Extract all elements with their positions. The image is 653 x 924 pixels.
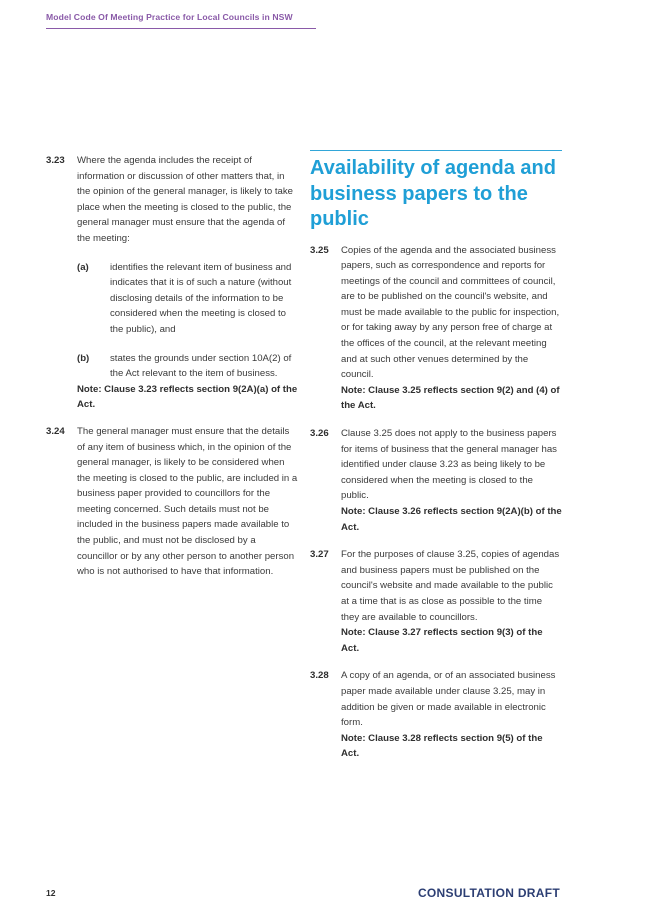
clause-note: Note: Clause 3.28 reflects section 9(5) of the Act.	[341, 732, 543, 760]
header-divider	[46, 28, 316, 29]
item-text: states the grounds under section 10A(2) of the Act relevant to the item of business.	[110, 352, 292, 380]
clause-number: 3.26	[310, 428, 329, 440]
clause-text: For the purposes of clause 3.25, copies of agendas and business papers must be published on the council's website and made available to the public at a time that is as close as possible to the time they are available to councillors.	[341, 549, 560, 623]
clause-note: Note: Clause 3.25 reflects section 9(2) and (4) of the Act.	[341, 384, 560, 412]
clause-3-23	[46, 153, 298, 413]
clause-note: Note: Clause 3.27 reflects section 9(3) of the Act.	[341, 627, 543, 654]
clause-3-27	[310, 547, 562, 656]
left-column	[46, 153, 298, 591]
item-label: (b)	[77, 352, 90, 364]
clause-3-28	[310, 668, 562, 762]
clause-item-b	[77, 351, 298, 382]
clause-text: The general manager must ensure that the details of any item of business which, in the opinion of the general manager, is likely to be considered when the meeting is closed to the public, are included in a business paper provided to councillors for the meeting concerned. Such details must not be included in the business papers made available to the public, and must not be disclosed by a councillor or by any other person to another person who is not authorised to have that information.	[77, 425, 298, 578]
clause-text: Copies of the agenda and the associated business papers, such as correspondence and reports for meetings of the council and committees of council, are to be published on the council's website, and must be made available to the public for inspection, or for taking away by any person free of charge at the offices of the council, at the relevant meeting and at such other venues determined by the council.	[341, 244, 560, 381]
clause-3-26	[310, 426, 562, 535]
clause-number: 3.27	[310, 549, 329, 561]
item-text: identifies the relevant item of business and indicates that it is of such a nature (without disclosing details of the information to be considered when the meeting is closed to the public), and	[110, 261, 292, 335]
page-number: 12	[46, 888, 56, 898]
clause-text: Where the agenda includes the receipt of information or discussion of other matters that, in the opinion of the general manager, is likely to take place when the meeting is closed to the public, the general manager must ensure that the agenda of the meeting:	[77, 155, 293, 244]
clause-number: 3.28	[310, 670, 329, 682]
draft-label: CONSULTATION DRAFT	[417, 886, 560, 900]
clause-number: 3.23	[46, 155, 65, 166]
clause-number: 3.25	[310, 244, 329, 256]
clause-number: 3.24	[46, 425, 65, 437]
clause-3-24	[46, 424, 298, 580]
clause-note: Note: Clause 3.23 reflects section 9(2A)(a) of the Act.	[77, 383, 298, 411]
clause-note: Note: Clause 3.26 reflects section 9(2A)(b) of the Act.	[341, 506, 562, 533]
clause-item-a	[77, 260, 298, 338]
document-title: Model Code Of Meeting Practice for Local Councils in NSW	[46, 12, 293, 22]
clause-text: Clause 3.25 does not apply to the business papers for items of business that the general manager has identified under clause 3.23 as being likely to be considered when the meeting is closed to the public.	[341, 428, 557, 502]
right-column	[310, 150, 562, 774]
section-heading: Availability of agenda and business papers to the public	[310, 157, 556, 230]
clause-text: A copy of an agenda, or of an associated business paper made available under clause 3.25, may in addition be given or made available in electronic form.	[341, 670, 556, 729]
section-divider	[310, 150, 562, 151]
clause-3-25	[310, 243, 562, 415]
item-label: (a)	[77, 261, 89, 273]
